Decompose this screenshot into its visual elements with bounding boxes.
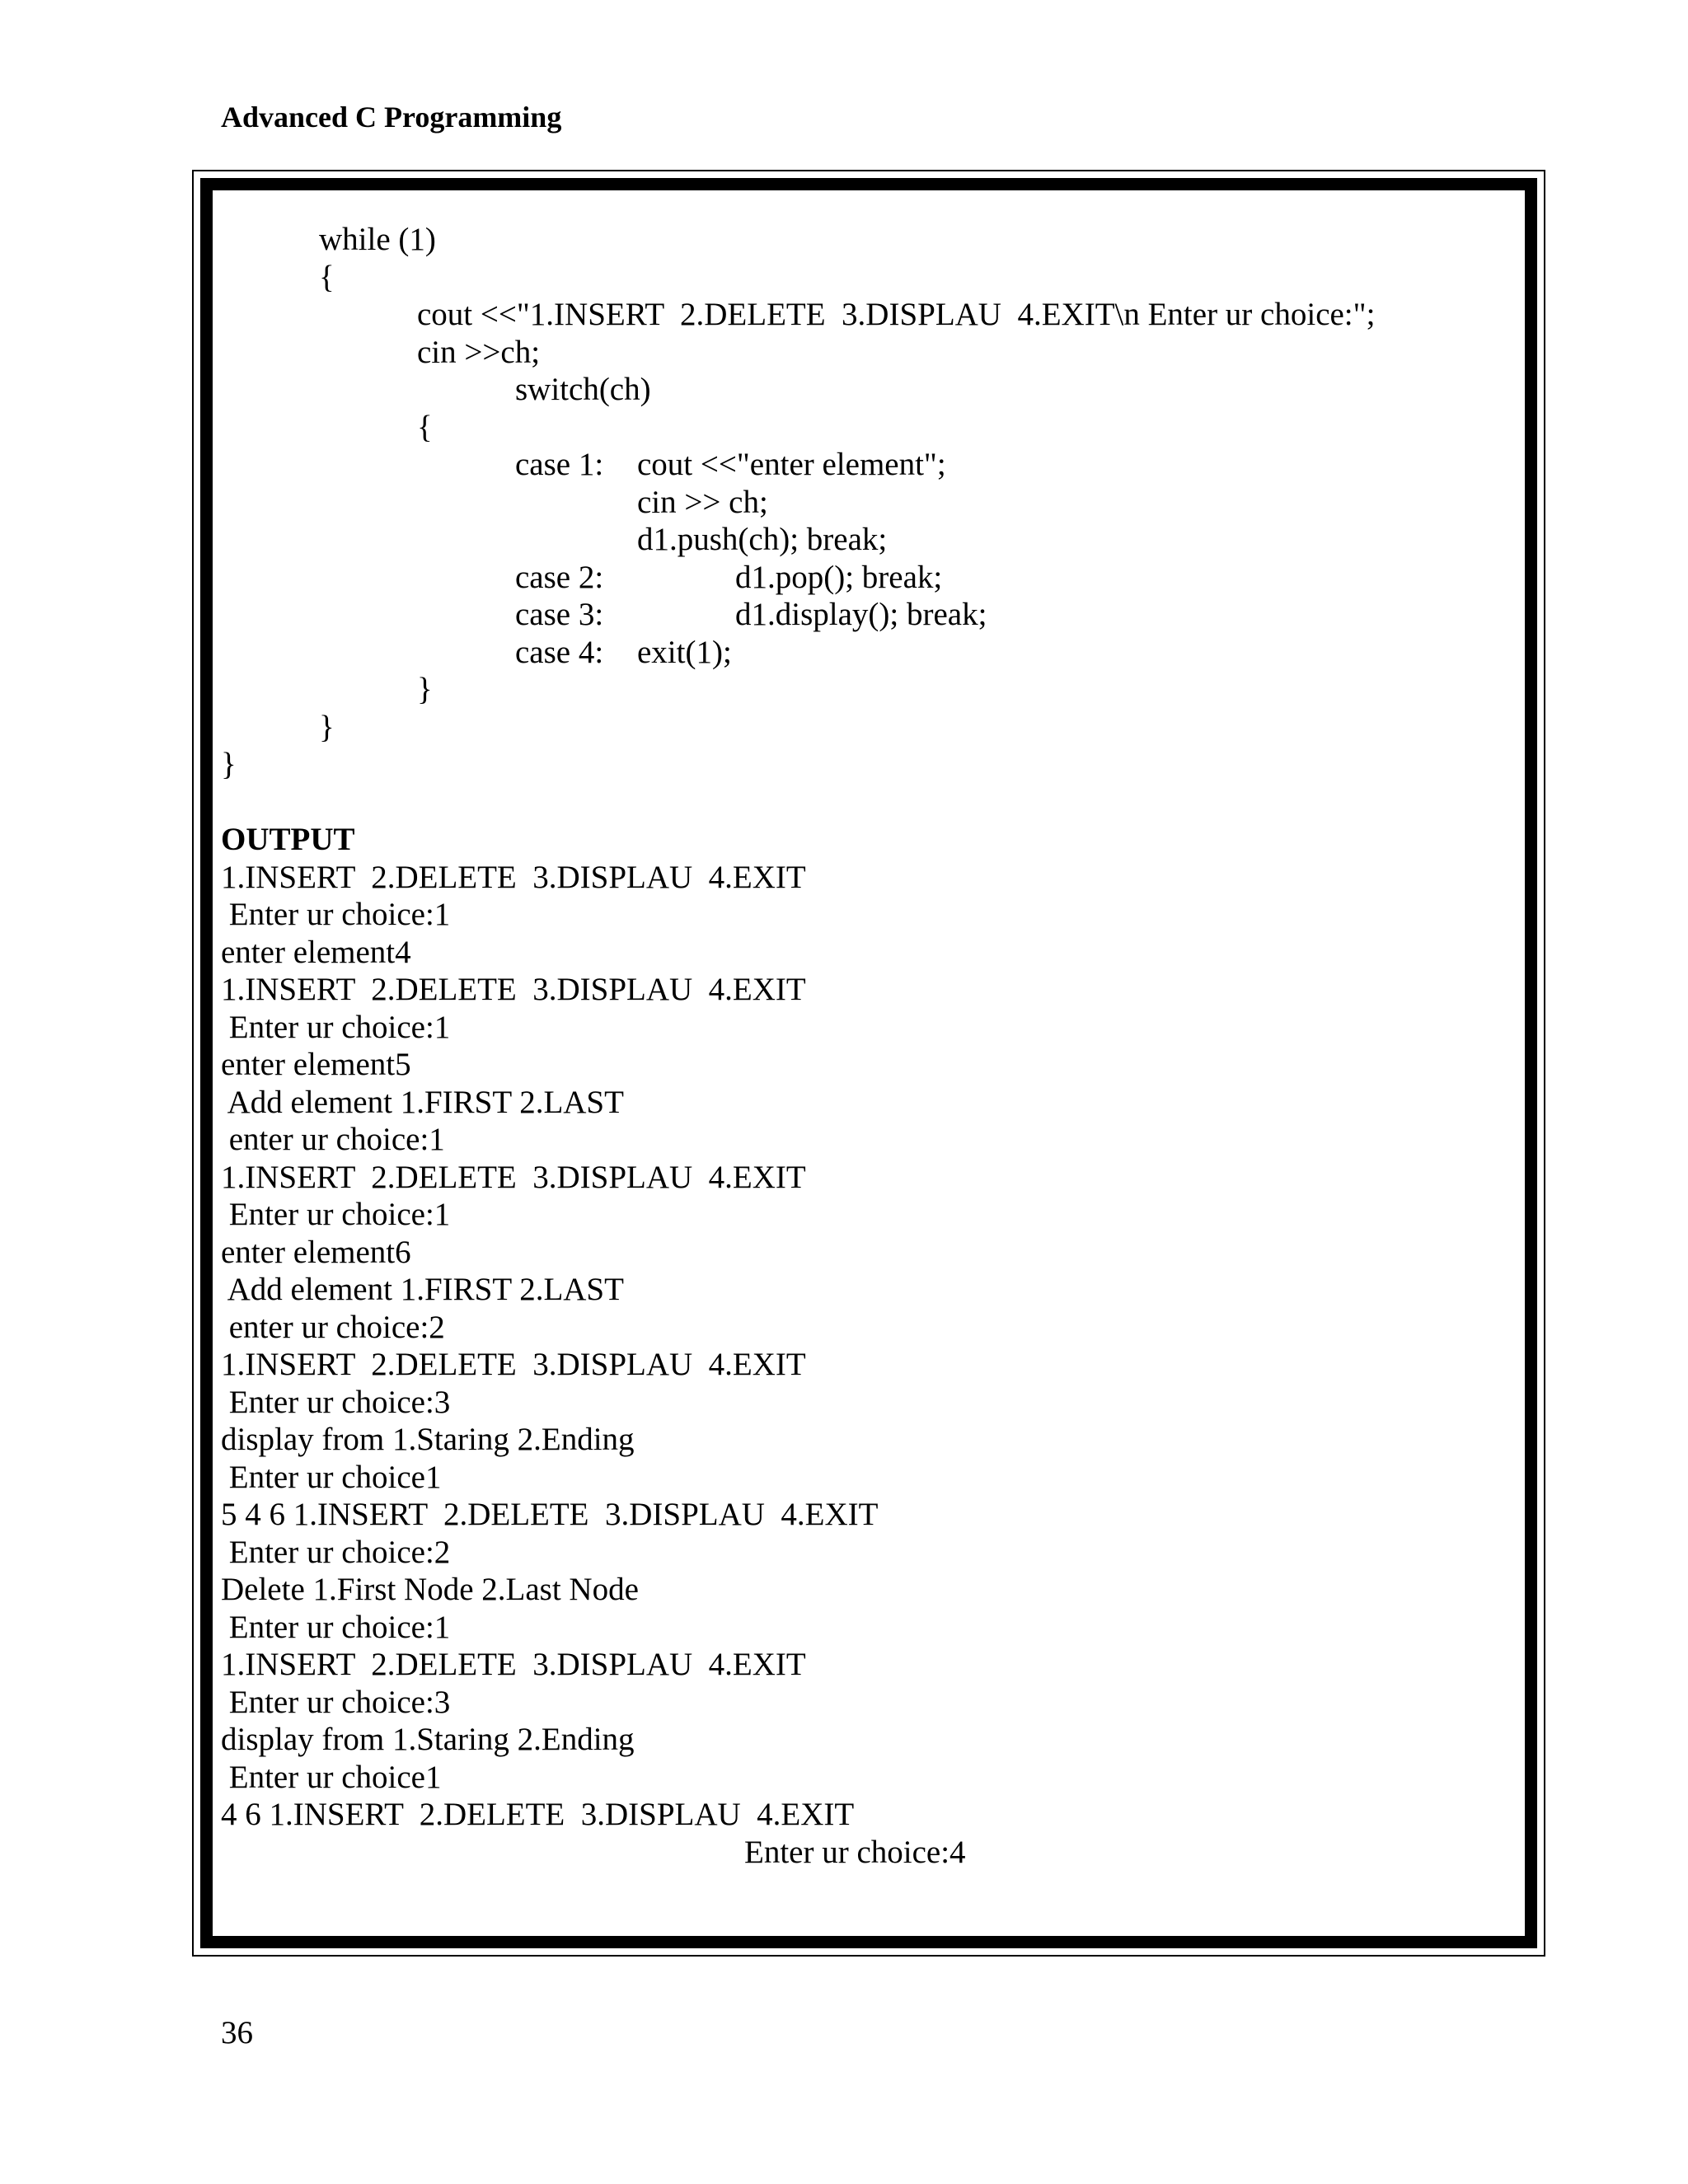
code-case3-label: case 3:: [515, 597, 604, 632]
code-line-close-brace-while: }: [319, 710, 335, 745]
output-line: display from 1.Staring 2.Ending: [221, 1722, 635, 1757]
output-line: Enter ur choice:3: [221, 1385, 451, 1420]
output-line: 1.INSERT 2.DELETE 3.DISPLAU 4.EXIT: [221, 972, 806, 1007]
output-line: Enter ur choice:2: [221, 1535, 451, 1570]
output-line: Enter ur choice:1: [221, 897, 451, 932]
code-case1-statement: cout <<"enter element";: [637, 447, 946, 482]
output-line: enter element6: [221, 1235, 411, 1270]
output-line: 1.INSERT 2.DELETE 3.DISPLAU 4.EXIT: [221, 1347, 806, 1382]
code-line-switch: switch(ch): [515, 372, 651, 407]
output-line: Delete 1.First Node 2.Last Node: [221, 1572, 639, 1607]
code-line-open-brace-outer: {: [319, 260, 335, 295]
output-line: Enter ur choice:1: [221, 1010, 451, 1045]
output-line: 5 4 6 1.INSERT 2.DELETE 3.DISPLAU 4.EXIT: [221, 1497, 879, 1532]
code-case2-statement: d1.pop(); break;: [735, 560, 943, 595]
code-case4-statement: exit(1);: [637, 635, 732, 670]
code-case1-cin: cin >> ch;: [637, 485, 768, 520]
output-line: enter element5: [221, 1047, 411, 1082]
output-line: Add element 1.FIRST 2.LAST: [221, 1272, 624, 1307]
output-line: enter ur choice:1: [221, 1122, 445, 1157]
output-line: Enter ur choice:3: [221, 1685, 451, 1720]
output-line: Enter ur choice:1: [221, 1197, 451, 1232]
output-heading: OUTPUT: [221, 822, 355, 857]
output-line: enter element4: [221, 935, 411, 970]
output-line: enter ur choice:2: [221, 1310, 445, 1345]
output-line: 1.INSERT 2.DELETE 3.DISPLAU 4.EXIT: [221, 860, 806, 895]
output-line: Enter ur choice1: [221, 1460, 442, 1495]
output-line: Add element 1.FIRST 2.LAST: [221, 1085, 624, 1120]
code-line-close-brace-switch: }: [417, 672, 433, 707]
code-case4-label: case 4:: [515, 635, 604, 670]
code-line-open-brace-switch: {: [417, 410, 433, 445]
output-line: 4 6 1.INSERT 2.DELETE 3.DISPLAU 4.EXIT: [221, 1797, 855, 1832]
code-line-close-brace-main: }: [221, 747, 237, 782]
output-line: Enter ur choice1: [221, 1760, 442, 1795]
page-number: 36: [221, 2015, 253, 2050]
page-header-title: Advanced C Programming: [221, 101, 562, 134]
code-case2-label: case 2:: [515, 560, 604, 595]
output-line: display from 1.Staring 2.Ending: [221, 1422, 635, 1457]
output-final-line: Enter ur choice:4: [744, 1835, 966, 1870]
code-line-cout-menu: cout <<"1.INSERT 2.DELETE 3.DISPLAU 4.EXIT\n Enter ur choice:";: [417, 297, 1376, 332]
output-line: 1.INSERT 2.DELETE 3.DISPLAU 4.EXIT: [221, 1160, 806, 1195]
output-line: 1.INSERT 2.DELETE 3.DISPLAU 4.EXIT: [221, 1647, 806, 1682]
output-line: Enter ur choice:1: [221, 1610, 451, 1645]
code-line-while: while (1): [319, 222, 436, 257]
code-case3-statement: d1.display(); break;: [735, 597, 987, 632]
code-case1-push: d1.push(ch); break;: [637, 522, 888, 557]
code-line-cin-ch: cin >>ch;: [417, 335, 541, 370]
code-case1-label: case 1:: [515, 447, 604, 482]
